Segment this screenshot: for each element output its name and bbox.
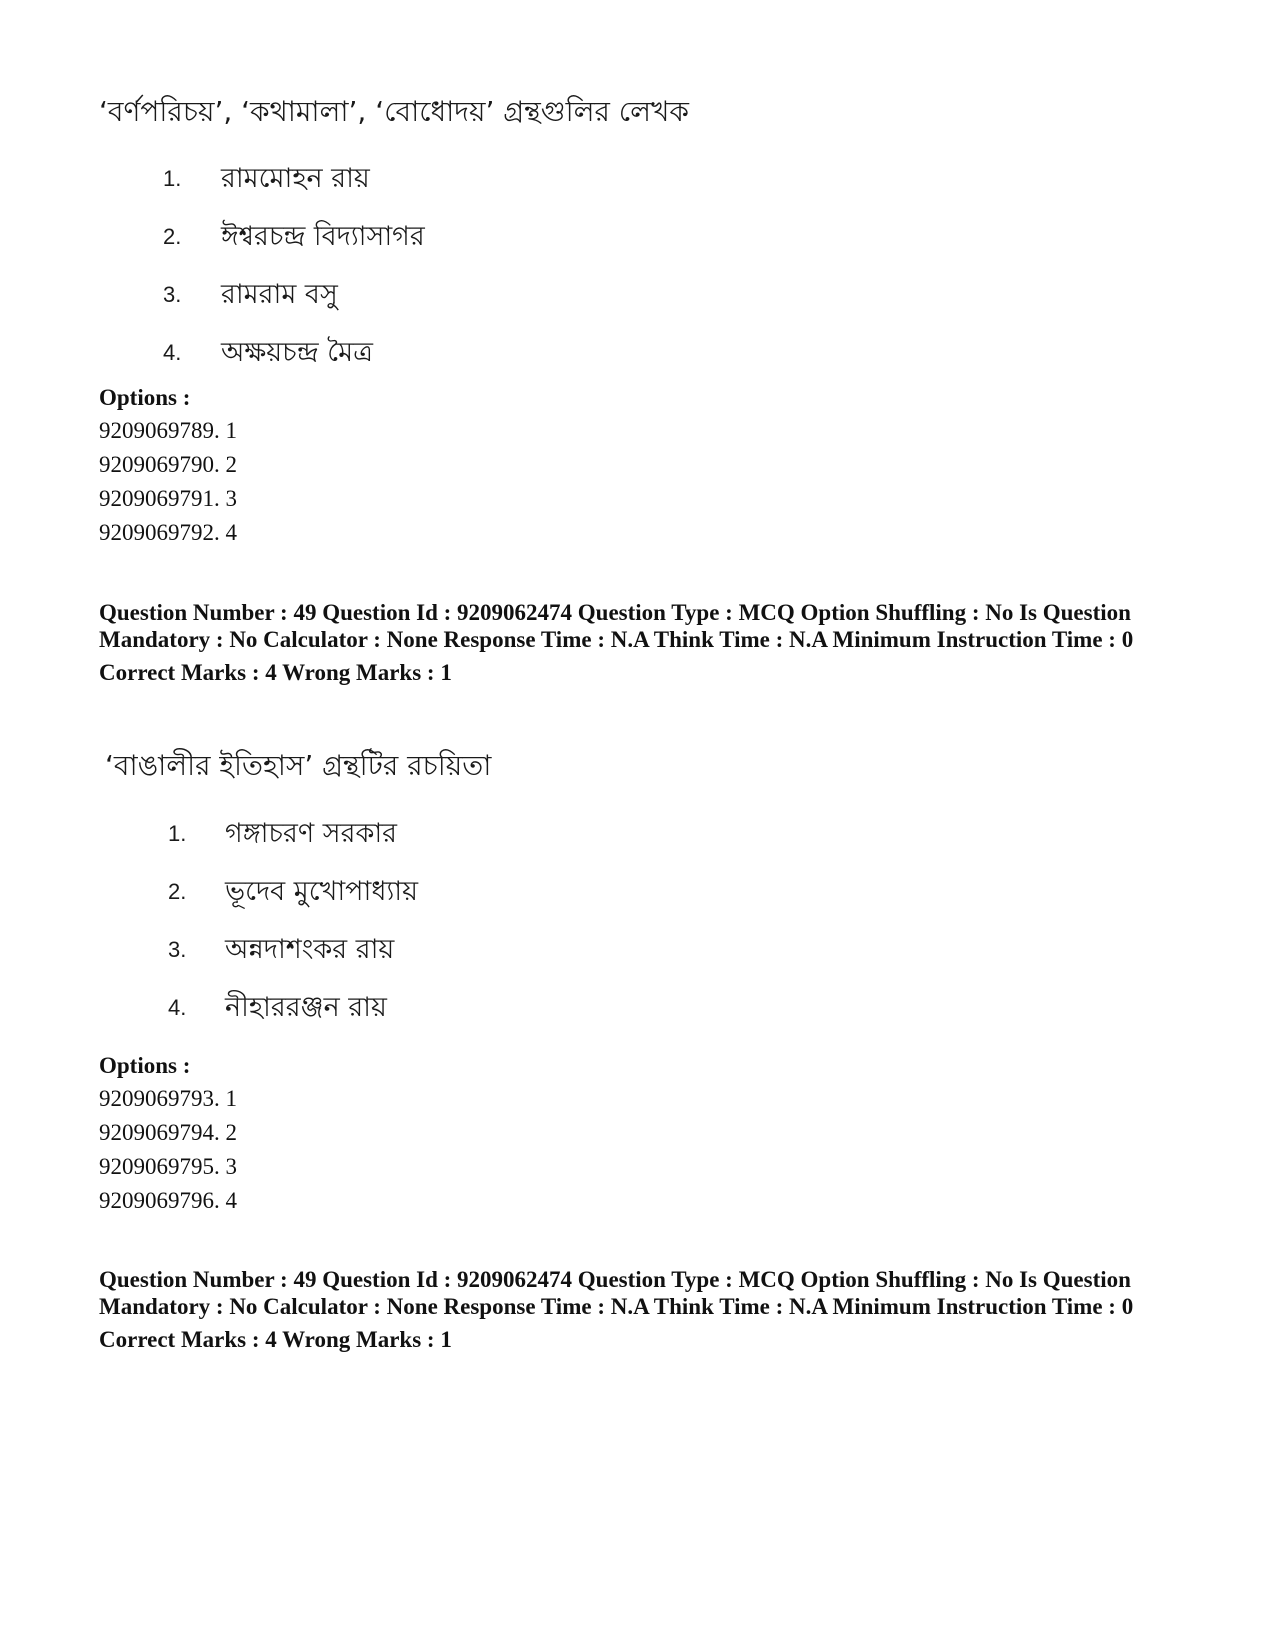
choice-number: 2.: [163, 224, 182, 249]
question-a-choices: [99, 150, 1179, 382]
choice-number: 4.: [168, 995, 187, 1020]
option-line: 9209069789. 1: [99, 418, 237, 443]
choice-text: ভূদেব মুখোপাধ্যায়: [225, 876, 419, 907]
choice-number: 3.: [163, 282, 182, 307]
question-a-choice-2: [99, 208, 1179, 266]
option-line: 9209069793. 1: [99, 1086, 237, 1111]
choice-text: ঈশ্বরচন্দ্র বিদ্যাসাগর: [221, 221, 425, 252]
option-line: 9209069796. 4: [99, 1188, 237, 1213]
question-a-choice-1: [99, 150, 1179, 208]
choice-text: রামমোহন রায়: [221, 163, 370, 194]
choice-number: 1.: [168, 821, 187, 846]
choice-number: 4.: [163, 340, 182, 365]
question-meta-a: [99, 599, 1179, 688]
question-b-choice-4: [99, 979, 1179, 1037]
options-a: [99, 382, 1179, 550]
options-label: Options :: [99, 1053, 191, 1078]
choice-text: অন্নদাশংকর রায়: [225, 934, 395, 965]
marks-line: Correct Marks : 4 Wrong Marks : 1: [99, 1327, 452, 1352]
options-label: Options :: [99, 385, 191, 410]
question-meta-b: [99, 1266, 1179, 1355]
option-line: 9209069794. 2: [99, 1120, 237, 1145]
question-meta-line: Question Number : 49 Question Id : 9209062474 Question Type : MCQ Option Shuffling : No Is Question Mandatory : No Calculator : None Response Time : N.A Think Time : N.A Minimum Instruction Time : 0: [99, 600, 1134, 652]
choice-text: রামরাম বসু: [221, 279, 338, 310]
choice-number: 2.: [168, 879, 187, 904]
choice-number: 1.: [163, 166, 182, 191]
choice-text: নীহাররঞ্জন রায়: [225, 992, 387, 1023]
option-line: 9209069795. 3: [99, 1154, 237, 1179]
marks-line: Correct Marks : 4 Wrong Marks : 1: [99, 660, 452, 685]
question-a-text: ‘বর্ণপরিচয়’, ‘কথামালা’, ‘বোধোদয়’ গ্রন্থগুলির লেখক: [99, 95, 689, 128]
question-b-choice-1: [99, 805, 1179, 863]
question-b: [99, 748, 1179, 784]
option-line: 9209069792. 4: [99, 520, 237, 545]
question-b-text: ‘বাঙালীর ইতিহাস’ গ্রন্থটির রচয়িতা: [105, 749, 492, 782]
question-a-choice-3: [99, 266, 1179, 324]
choice-text: অক্ষয়চন্দ্র মৈত্র: [221, 337, 373, 368]
question-b-choices: [99, 805, 1179, 1037]
option-line: 9209069791. 3: [99, 486, 237, 511]
options-b: [99, 1050, 1179, 1218]
question-b-choice-2: [99, 863, 1179, 921]
question-b-choice-3: [99, 921, 1179, 979]
question-a: [99, 94, 1179, 130]
option-line: 9209069790. 2: [99, 452, 237, 477]
question-a-choice-4: [99, 324, 1179, 382]
choice-number: 3.: [168, 937, 187, 962]
question-meta-line: Question Number : 49 Question Id : 9209062474 Question Type : MCQ Option Shuffling : No Is Question Mandatory : No Calculator : None Response Time : N.A Think Time : N.A Minimum Instruction Time : 0: [99, 1267, 1134, 1319]
choice-text: গঙ্গাচরণ সরকার: [225, 818, 398, 849]
